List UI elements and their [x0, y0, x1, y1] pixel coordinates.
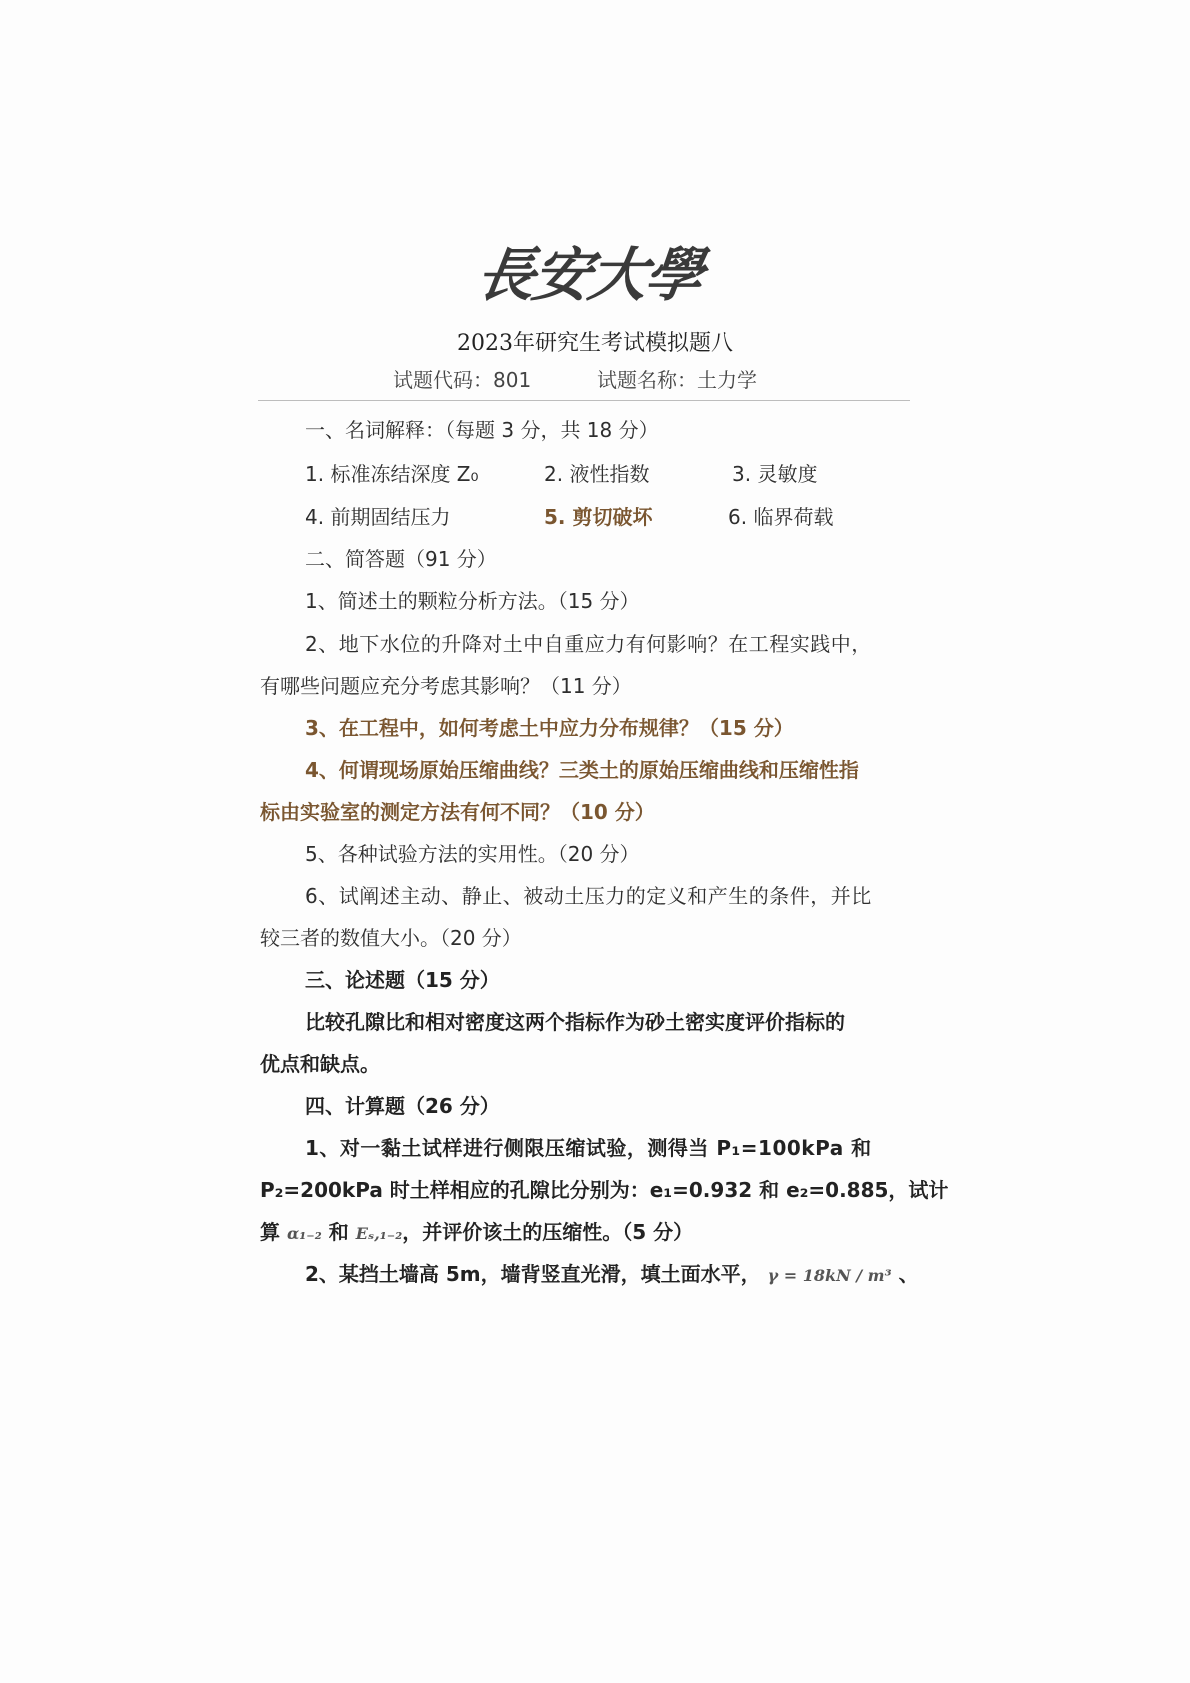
university-logo: 長安大學 — [472, 241, 706, 309]
question-text: 1、简述土的颗粒分析方法。（15 分） — [305, 589, 640, 613]
term-item: 1. 标准冻结深度 Z₀ — [305, 462, 479, 486]
question-text: 有哪些问题应充分考虑其影响？（11 分） — [260, 674, 632, 698]
question-text: 比较孔隙比和相对密度这两个指标作为砂土密实度评价指标的 — [305, 1010, 845, 1034]
question-text: 5、各种试验方法的实用性。（20 分） — [305, 842, 640, 866]
unit-weight-formula: γ = 18kN / m³ — [767, 1266, 892, 1285]
question-fragment: 2、某挡土墙高 5m，墙背竖直光滑，填土面水平， — [305, 1262, 761, 1286]
question-text: 4、何谓现场原始压缩曲线？三类土的原始压缩曲线和压缩性指 — [305, 758, 859, 782]
question-text: 优点和缺点。 — [260, 1052, 380, 1076]
question-text: 1、对一黏土试样进行侧限压缩试验，测得当 P₁=100kPa 和 — [305, 1136, 872, 1160]
es-symbol: Eₛ,₁₋₂ — [355, 1224, 403, 1243]
term-item: 5. 剪切破坏 — [544, 505, 653, 529]
exam-subject: 试题名称：土力学 — [597, 368, 757, 392]
question-text — [260, 1220, 693, 1246]
section-heading-terms: 一、名词解释：（每题 3 分，共 18 分） — [305, 418, 659, 442]
question-text — [305, 1262, 919, 1288]
exam-code: 试题代码：801 — [393, 368, 532, 392]
question-text: 3、在工程中，如何考虑土中应力分布规律？（15 分） — [305, 716, 794, 740]
header-divider — [258, 400, 910, 401]
question-text: 6、试阐述主动、静止、被动土压力的定义和产生的条件，并比 — [305, 884, 872, 908]
term-item: 2. 液性指数 — [544, 462, 650, 486]
section-heading-essay: 三、论述题（15 分） — [305, 968, 500, 992]
question-text: P₂=200kPa 时土样相应的孔隙比分别为：e₁=0.932 和 e₂=0.885，试计 — [260, 1178, 949, 1202]
term-item: 6. 临界荷载 — [728, 505, 834, 529]
question-fragment: 算 — [260, 1220, 280, 1244]
alpha-symbol: α₁₋₂ — [286, 1224, 322, 1243]
question-fragment: ，并评价该土的压缩性。（5 分） — [402, 1220, 694, 1244]
section-heading-short-answer: 二、简答题（91 分） — [305, 547, 497, 571]
exam-title: 2023年研究生考试模拟题八 — [457, 331, 733, 356]
question-text: 较三者的数值大小。（20 分） — [260, 926, 522, 950]
question-text: 标由实验室的测定方法有何不同？（10 分） — [260, 800, 655, 824]
section-heading-calculation: 四、计算题（26 分） — [305, 1094, 500, 1118]
question-fragment: 和 — [328, 1220, 349, 1244]
question-fragment: 、 — [898, 1262, 919, 1286]
term-item: 4. 前期固结压力 — [305, 505, 451, 529]
question-text: 2、地下水位的升降对土中自重应力有何影响？在工程实践中， — [305, 632, 872, 656]
term-item: 3. 灵敏度 — [732, 462, 818, 486]
